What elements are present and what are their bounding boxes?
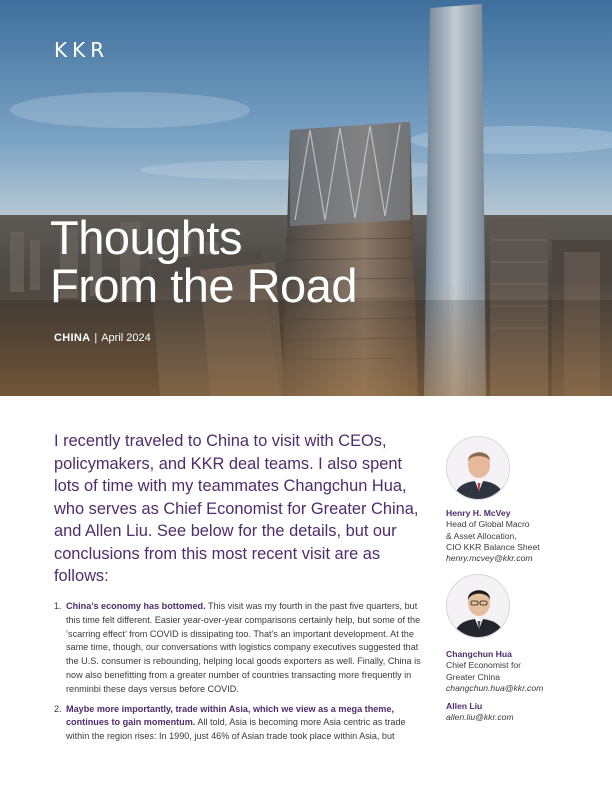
region-label: CHINA [54,332,91,344]
portrait-image [447,575,510,638]
list-item-number: 1. [54,601,62,611]
author-changchun-hua [446,649,576,694]
author-title-line: & Asset Allocation, [446,530,517,541]
list-item-number: 2. [54,703,62,714]
report-date: April 2024 [101,332,151,344]
author-email[interactable]: changchun.hua@kkr.com [446,682,544,693]
list-item-lead: Maybe more importantly, trade within Asia, which we view as a mega theme, continues to gain momentum. [66,703,394,728]
list-item-text: All told, Asia is becoming more Asia centric as trade within the region rises: In 1990, just 46% of Asian trade took place within Asia, but [66,717,406,742]
report-meta [54,332,151,344]
author-email[interactable]: allen.liu@kkr.com [446,712,514,723]
list-item-lead: China’s economy has bottomed. [66,601,206,611]
avatar-changchun-hua [446,574,510,638]
intro-paragraph: I recently traveled to China to visit with CEOs, policymakers, and KKR deal teams. I also spent lots of time with my teammates Changchun Hua, who serves as Chief Economist for Greater China, and Allen Liu. See below for the details, but our conclusions from this most recent visit are as follows: [54,432,419,585]
author-name: Allen Liu [446,701,483,711]
list-item-text: This visit was my fourth in the past five quarters, but this time felt different. Easier year-over-year comparisons certainly help, but some of the ‘scarring effect’ from COVID is dissipating too. That’s an important development. At the same time, though, our conversations with logistics company executives suggested that the U.S. consumer is rebounding, helping local goods exporters as well. Finally, China is now also benefitting from a greater number of countries transacting more frequently in renminbi these days versus before COVID. [66,601,421,694]
list-item [54,600,426,697]
author-allen-liu [446,701,576,724]
author-henry-mcvey [446,508,576,564]
author-email[interactable]: henry.mcvey@kkr.com [446,553,533,564]
author-title-line: Greater China [446,671,500,682]
page-title [50,211,357,312]
list-item [54,703,426,744]
author-title-line: Chief Economist for [446,660,521,671]
portrait-image [447,437,510,500]
page-title-line-2: From the Road [50,259,357,312]
author-name: Changchun Hua [446,649,512,659]
conclusions-list [54,600,426,750]
page-title-line-1: Thoughts [50,211,242,264]
avatar-henry-mcvey [446,436,510,500]
author-title-line: Head of Global Macro [446,519,530,530]
author-title-line: CIO KKR Balance Sheet [446,541,540,552]
author-name: Henry H. McVey [446,508,511,518]
meta-separator: | [94,332,98,344]
kkr-logo: KKR [54,38,110,62]
